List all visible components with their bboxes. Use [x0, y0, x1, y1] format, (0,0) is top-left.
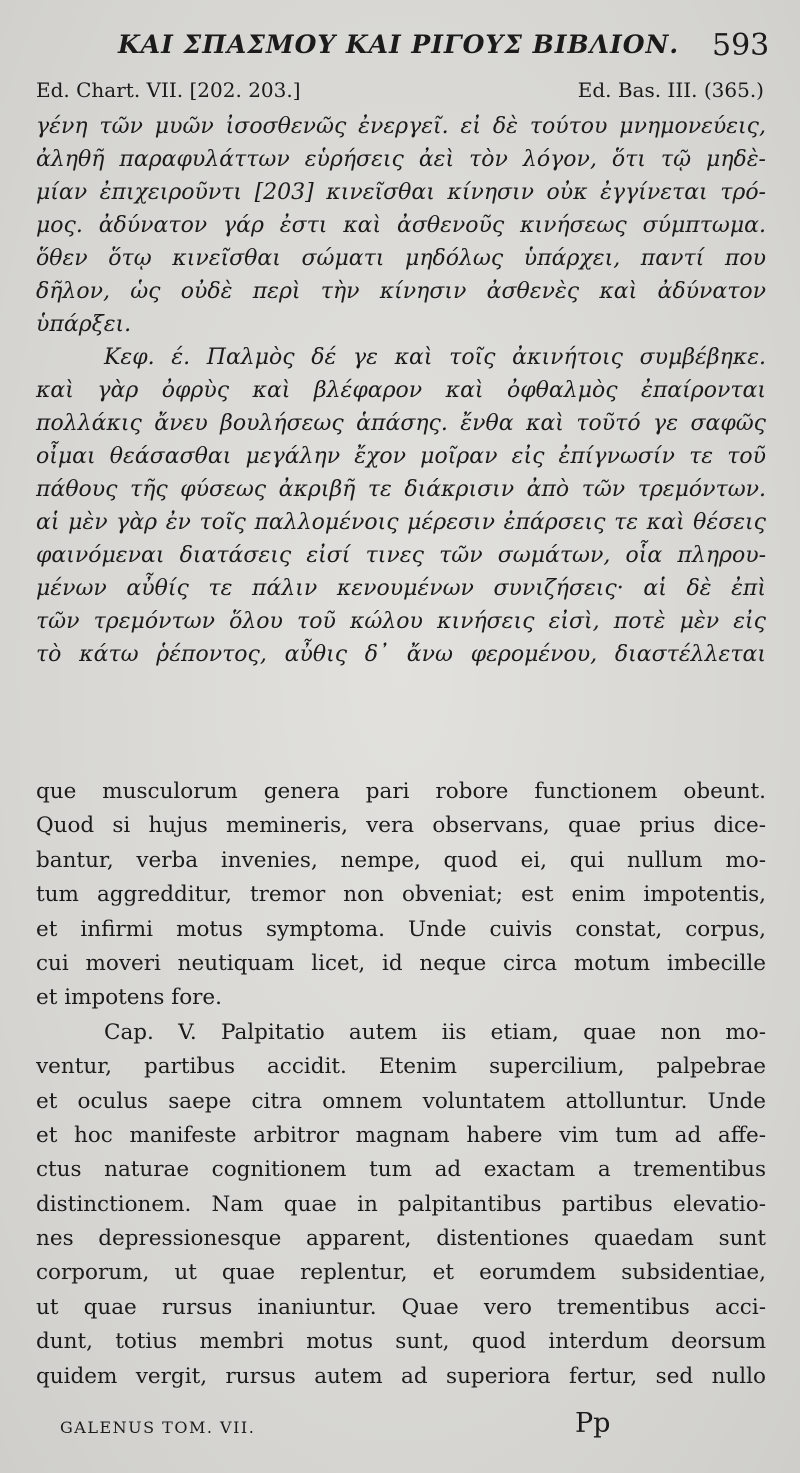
page-footer	[0, 1408, 800, 1448]
greek-line: τῶν τρεμόντων ὅλου τοῦ κώλου κινήσεις εἰσὶ, ποτὲ μὲν εἰς	[36, 609, 766, 634]
greek-line: μίαν ἐπιχειροῦντι [203] κινεῖσθαι κίνησιν οὐκ ἐγγίνεται τρό-	[36, 180, 766, 205]
footer-signature: GALENUS TOM. VII.	[60, 1418, 256, 1437]
running-head	[0, 30, 800, 64]
greek-line: οἶμαι θεάσασθαι μεγάλην ἔχον μοῖραν εἰς ἐπίγνωσίν τε τοῦ	[36, 444, 766, 469]
latin-chapter-heading-line: Cap. V. Palpitatio autem iis etiam, quae non mo-	[104, 1019, 766, 1045]
latin-line: corporum, ut quae replentur, et eorumdem subsidentiae,	[36, 1260, 766, 1286]
greek-chapter-heading-line: Κεφ. έ. Παλμὸς δέ γε καὶ τοῖς ἀκινήτοις συμβέβηκε.	[104, 345, 766, 370]
greek-line: καὶ γὰρ ὀφρὺς καὶ βλέφαρον καὶ ὀφθαλμὸς ἐπαίρονται	[36, 378, 766, 403]
latin-line: ut quae rursus inaniuntur. Quae vero trementibus acci-	[36, 1294, 766, 1320]
greek-line: ὑπάρξει.	[36, 312, 132, 337]
greek-line: μος. ἀδύνατον γάρ ἐστι καὶ ἀσθενοῦς κινήσεως σύμπτωμα.	[36, 213, 766, 238]
greek-line: φαινόμεναι διατάσεις εἰσί τινες τῶν σωμάτων, οἷα πληρου-	[36, 543, 766, 568]
latin-line: bantur, verba invenies, nempe, quod ei, qui nullum mo-	[36, 847, 766, 873]
latin-line: et oculus saepe citra omnem voluntatem attolluntur. Unde	[36, 1088, 766, 1114]
greek-line: δῆλον, ὡς οὐδὲ περὶ τὴν κίνησιν ἀσθενὲς καὶ ἀδύνατον	[36, 279, 766, 304]
latin-line: distinctionem. Nam quae in palpitantibus partibus elevatio-	[36, 1191, 766, 1217]
greek-line: τὸ κάτω ῥέποντος, αὖθις δ᾽ ἄνω φερομένου, διαστέλλεται	[36, 642, 766, 667]
latin-line: que musculorum genera pari robore functionem obeunt.	[36, 779, 766, 804]
latin-line: dunt, totius membri motus sunt, quod interdum deorsum	[36, 1329, 766, 1355]
latin-line: tum aggredditur, tremor non obveniat; est enim impotentis,	[36, 882, 766, 908]
edition-reference-chartier: Ed. Chart. VII. [202. 203.]	[36, 78, 301, 102]
greek-line: γένη τῶν μυῶν ἰσοσθενῶς ἐνεργεῖ. εἰ δὲ τούτου μνημονεύεις,	[36, 114, 766, 139]
greek-line: ὅθεν ὅτῳ κινεῖσθαι σώματι μηδόλως ὑπάρχει, παντί που	[36, 246, 766, 271]
latin-line: ventur, partibus accidit. Etenim supercilium, palpebrae	[36, 1054, 766, 1080]
greek-line: πολλάκις ἄνευ βουλήσεως ἁπάσης. ἔνθα καὶ τοῦτό γε σαφῶς	[36, 411, 766, 436]
edition-reference-basel: Ed. Bas. III. (365.)	[577, 78, 764, 102]
signature-mark: Pp	[575, 1408, 611, 1439]
latin-line: cui moveri neutiquam licet, id neque circa motum imbecille	[36, 950, 766, 976]
greek-line: μένων αὖθίς τε πάλιν κενουμένων συνιζήσεις· αἱ δὲ ἐπὶ	[36, 576, 766, 601]
page-number: 593	[712, 28, 770, 63]
latin-line: ctus naturae cognitionem tum ad exactam a trementibus	[36, 1157, 766, 1183]
greek-text-block	[36, 110, 766, 671]
latin-line: Quod si hujus memineris, vera observans, quae prius dice-	[36, 813, 766, 839]
greek-line: ἀληθῆ παραφυλάττων εὑρήσεις ἀεὶ τὸν λόγον, ὅτι τῷ μηδὲ-	[36, 147, 766, 172]
edition-reference-line	[0, 78, 800, 106]
latin-line: quidem vergit, rursus autem ad superiora fertur, sed nullo	[36, 1363, 766, 1389]
latin-line: et infirmi motus symptoma. Unde cuivis constat, corpus,	[36, 916, 766, 942]
greek-line: αἱ μὲν γὰρ ἐν τοῖς παλλομένοις μέρεσιν ἐπάρσεις τε καὶ θέσεις	[36, 510, 766, 535]
running-title: ΚΑΙ ΣΠΑΣΜΟΥ ΚΑΙ ΡΙΓΟΥΣ ΒΙΒΛΙΟΝ.	[118, 30, 680, 59]
latin-text-block	[36, 775, 766, 1394]
latin-line: et hoc manifeste arbitror magnam habere vim tum ad affe-	[36, 1122, 766, 1148]
latin-line: nes depressionesque apparent, distentiones quaedam sunt	[36, 1226, 766, 1252]
greek-line: πάθους τῆς φύσεως ἀκριβῆ τε διάκρισιν ἀπὸ τῶν τρεμόντων.	[36, 477, 766, 502]
latin-line: et impotens fore.	[36, 985, 222, 1011]
